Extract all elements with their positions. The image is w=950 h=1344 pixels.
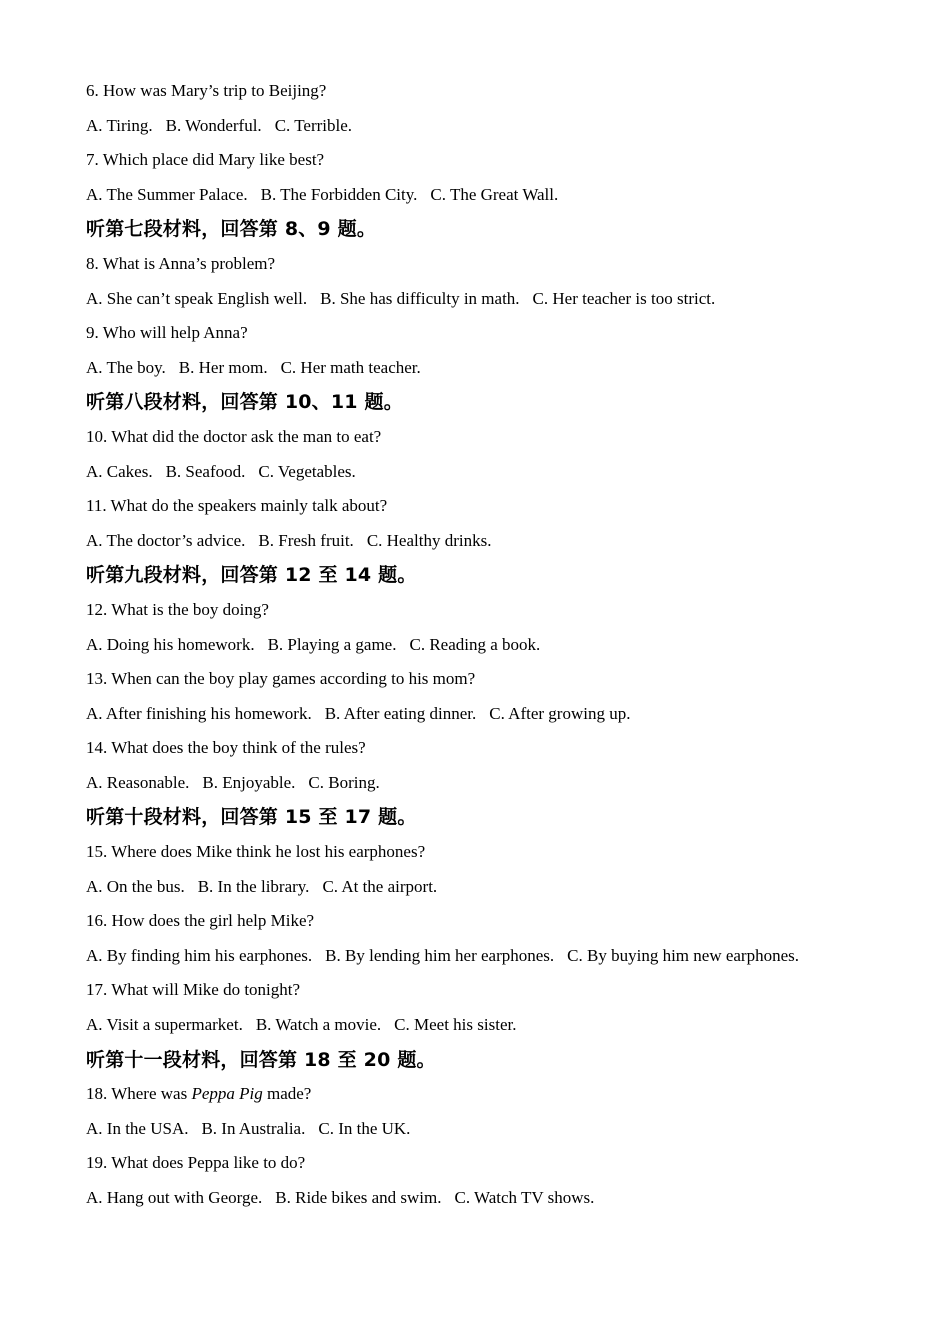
option-b: B. Ride bikes and swim. — [275, 1188, 442, 1207]
option-c: C. After growing up. — [489, 703, 631, 723]
section-heading: 听第十一段材料，回答第 18 至 20 题。 — [86, 1048, 436, 1071]
option-a: A. After finishing his homework. — [86, 703, 312, 723]
question: 17. What will Mike do tonight? — [86, 980, 301, 1000]
option-a: A. Hang out with George. — [86, 1188, 263, 1207]
question: 19. What does Peppa like to do? — [86, 1153, 306, 1173]
answer-options — [86, 1116, 906, 1151]
option-b: B. The Forbidden City. — [260, 184, 418, 204]
option-c: C. Vegetables. — [258, 461, 356, 481]
question-suffix: made? — [262, 1084, 312, 1104]
option-a: A. She can’t speak English well. — [86, 288, 308, 308]
section-heading: 听第十段材料，回答第 15 至 17 题。 — [86, 806, 417, 829]
option-c: C. Terrible. — [274, 115, 353, 135]
answer-options — [86, 459, 906, 494]
option-a: A. The boy. — [86, 357, 166, 377]
option-c: C. By buying him new earphones. — [567, 945, 800, 965]
option-b: B. In the library. — [197, 876, 310, 896]
answer-options — [86, 1185, 906, 1220]
option-c: C. In the UK. — [318, 1118, 411, 1138]
question: 8. What is Anna’s problem? — [86, 253, 276, 273]
answer-options — [86, 874, 906, 909]
option-b: B. Playing a game. — [267, 634, 397, 654]
option-a: A. The doctor’s advice. — [86, 530, 246, 550]
question — [86, 1081, 906, 1116]
title-italic: Peppa Pig — [191, 1084, 263, 1104]
answer-options — [86, 770, 906, 805]
option-c: C. Reading a book. — [409, 634, 541, 654]
question: 16. How does the girl help Mike? — [86, 911, 315, 931]
option-b: B. Seafood. — [165, 461, 246, 481]
answer-options — [86, 113, 906, 148]
option-b: B. She has difficulty in math. — [320, 288, 520, 308]
option-c: C. Meet his sister. — [394, 1015, 517, 1035]
question: 14. What does the boy think of the rules? — [86, 738, 366, 758]
option-a: A. By finding him his earphones. — [86, 945, 313, 965]
option-b: B. Fresh fruit. — [258, 530, 354, 550]
section-heading: 听第九段材料，回答第 12 至 14 题。 — [86, 564, 417, 587]
answer-options — [86, 528, 906, 563]
question: 15. Where does Mike think he lost his earphones? — [86, 842, 426, 862]
option-b: B. Watch a movie. — [255, 1015, 382, 1035]
answer-options — [86, 182, 906, 217]
option-c: C. At the airport. — [322, 876, 438, 896]
option-a: A. On the bus. — [86, 876, 185, 896]
option-c: C. Healthy drinks. — [366, 530, 492, 550]
answer-options — [86, 701, 906, 736]
answer-options — [86, 943, 906, 978]
option-a: A. Cakes. — [86, 461, 153, 481]
answer-options — [86, 1012, 906, 1047]
option-b: B. In Australia. — [201, 1118, 306, 1138]
exam-page — [86, 78, 906, 1220]
answer-options — [86, 632, 906, 667]
answer-options — [86, 286, 906, 321]
question: 12. What is the boy doing? — [86, 599, 269, 619]
option-a: A. In the USA. — [86, 1118, 189, 1138]
question: 7. Which place did Mary like best? — [86, 150, 325, 170]
option-c: C. Her math teacher. — [280, 357, 421, 377]
option-b: B. After eating dinner. — [324, 703, 477, 723]
option-a: A. Tiring. — [86, 115, 153, 135]
option-c: C. The Great Wall. — [430, 184, 559, 204]
option-a: A. Visit a supermarket. — [86, 1015, 243, 1035]
question: 9. Who will help Anna? — [86, 323, 248, 343]
option-b: B. Her mom. — [178, 357, 268, 377]
option-c: C. Her teacher is too strict. — [532, 288, 716, 308]
question-prefix: 18. Where was — [86, 1084, 192, 1104]
option-b: B. Enjoyable. — [202, 772, 296, 792]
option-b: B. Wonderful. — [165, 115, 262, 135]
question: 10. What did the doctor ask the man to eat? — [86, 426, 382, 446]
option-a: A. Reasonable. — [86, 772, 190, 792]
option-a: A. Doing his homework. — [86, 634, 255, 654]
option-b: B. By lending him her earphones. — [325, 945, 555, 965]
section-heading: 听第八段材料，回答第 10、11 题。 — [86, 391, 403, 414]
option-c: C. Boring. — [308, 772, 380, 792]
question: 11. What do the speakers mainly talk about? — [86, 496, 388, 516]
question: 6. How was Mary’s trip to Beijing? — [86, 81, 327, 100]
option-c: C. Watch TV shows. — [454, 1188, 595, 1207]
option-a: A. The Summer Palace. — [86, 184, 248, 204]
section-heading: 听第七段材料，回答第 8、9 题。 — [86, 218, 377, 241]
answer-options — [86, 355, 906, 390]
question: 13. When can the boy play games according to his mom? — [86, 669, 476, 689]
